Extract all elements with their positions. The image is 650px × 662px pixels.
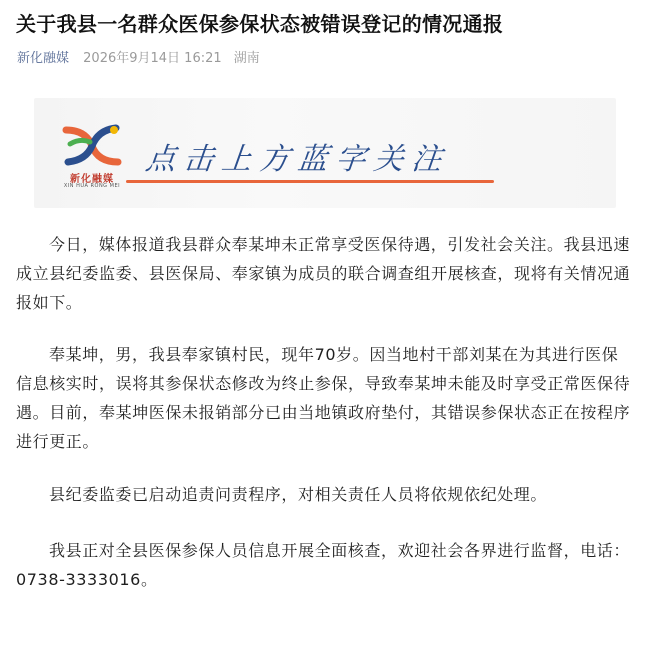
logo-text: 新化融媒 (70, 174, 114, 185)
paragraph-intro: 今日，媒体报道我县群众奉某坤未正常享受医保待遇，引发社会关注。我县迅速成立县纪委监委、县医保局、奉家镇为成员的联合调查组开展核查，现将有关情况通报如下。 (16, 235, 631, 312)
article-meta (17, 50, 260, 68)
paragraph-hotline: 我县正对全县医保参保人员信息开展全面核查，欢迎社会各界进行监督，电话：0738-3333016。 (16, 541, 631, 589)
source-link[interactable]: 新化融媒 (17, 51, 70, 66)
logo-mark-icon (56, 120, 128, 170)
logo-subtext: XIN HUA RONG MEI (63, 183, 121, 189)
brand-logo (56, 120, 128, 189)
publish-time: 2026年9月14日 16:21 (83, 51, 222, 66)
publish-region: 湖南 (233, 51, 260, 66)
paragraph-details: 奉某坤，男，我县奉家镇村民，现年70岁。因当地村干部刘某在为其进行医保信息核实时，误将其参保状态修改为终止参保，导致奉某坤未能及时享受正常医保待遇。目前，奉某坤医保未报销部分已由当地镇政府垫付，其错误参保状态正在按程序进行更正。 (16, 345, 631, 451)
follow-banner (34, 98, 616, 208)
banner-underline (126, 180, 494, 183)
article-title: 关于我县一名群众医保参保状态被错误登记的情况通报 (16, 12, 504, 36)
paragraph-accountability: 县纪委监委已启动追责问责程序，对相关责任人员将依规依纪处理。 (49, 485, 548, 504)
follow-slogan[interactable]: 点击上方蓝字关注 (143, 142, 452, 177)
